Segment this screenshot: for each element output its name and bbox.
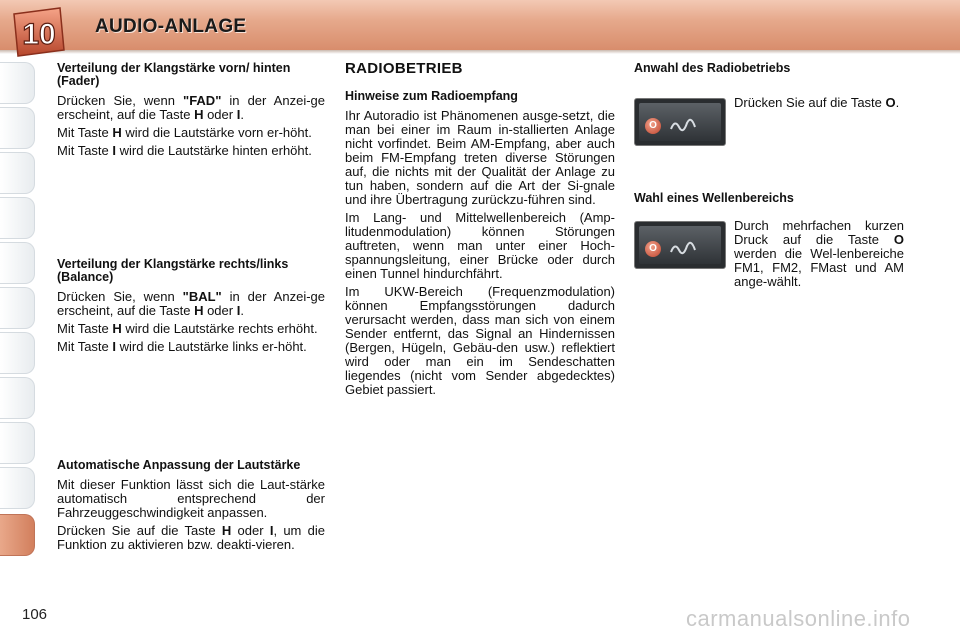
fader-heading: Verteilung der Klangstärke vorn/ hinten (Fader) bbox=[57, 61, 291, 88]
balance-heading: Verteilung der Klangstärke rechts/links (Balance) bbox=[57, 257, 289, 284]
chapter-tab[interactable] bbox=[0, 332, 35, 374]
fader-text-2: Mit Taste H wird die Lautstärke vorn er-höht. bbox=[57, 125, 312, 140]
chapter-number: 10 bbox=[22, 18, 56, 51]
fader-text-3: Mit Taste I wird die Lautstärke hinten erhöht. bbox=[57, 143, 312, 158]
band-button-image bbox=[634, 221, 726, 269]
balance-section bbox=[57, 258, 325, 358]
radio-select-text: Drücken Sie auf die Taste O. bbox=[734, 95, 900, 110]
chapter-tabs bbox=[0, 62, 48, 582]
radio-select-heading: Anwahl des Radiobetriebs bbox=[634, 61, 791, 75]
radio-button-image bbox=[634, 98, 726, 146]
chapter-badge bbox=[10, 6, 66, 58]
middle-column bbox=[345, 62, 615, 401]
auto-text-2: Drücken Sie auf die Taste H oder I, um die Funktion zu aktivieren bzw. deakti-vieren. bbox=[57, 523, 326, 552]
chapter-tab[interactable] bbox=[0, 377, 35, 419]
band-select-heading: Wahl eines Wellenbereichs bbox=[634, 191, 794, 205]
section-title: RADIOBETRIEB bbox=[345, 60, 463, 77]
radio-text-3: Im UKW-Bereich (Frequenzmodulation) können Empfangsstörungen dadurch verursacht werden, dass man sich von einem Sender entfernt, das Signal an Hindernissen (Bergen, Hügeln, Gebäu-den usw.) reflektiert wird oder man ein im Sendeschatten liegendes (nicht vom Sender abgedecktes) Gebiet passiert. bbox=[345, 284, 615, 397]
wave-icon bbox=[669, 240, 701, 258]
chapter-tab[interactable] bbox=[0, 107, 35, 149]
page-title: AUDIO-ANLAGE bbox=[95, 16, 247, 37]
chapter-tab[interactable] bbox=[0, 242, 35, 284]
band-select-text: Durch mehrfachen kurzen Druck auf die Taste O werden die Wel-lenbereiche FM1, FM2, FMast und AM ange-wählt. bbox=[734, 218, 904, 289]
fader-section bbox=[57, 62, 325, 158]
fader-text-1: Drücken Sie, wenn "FAD" in der Anzei-ge erscheint, auf die Taste H oder I. bbox=[57, 93, 325, 122]
auto-heading: Automatische Anpassung der Lautstärke bbox=[57, 458, 301, 472]
chapter-tab[interactable] bbox=[0, 422, 35, 464]
right-column bbox=[634, 62, 904, 322]
left-column bbox=[57, 61, 326, 552]
header-shadow bbox=[0, 50, 960, 54]
chapter-tab[interactable] bbox=[0, 152, 35, 194]
watermark: carmanualsonline.info bbox=[686, 606, 911, 631]
balance-text-3: Mit Taste I wird die Lautstärke links er-höht. bbox=[57, 339, 307, 354]
chapter-tab[interactable] bbox=[0, 197, 35, 239]
balance-text-2: Mit Taste H wird die Lautstärke rechts erhöht. bbox=[57, 321, 318, 336]
chapter-tab[interactable] bbox=[0, 287, 35, 329]
chapter-tab[interactable] bbox=[0, 467, 35, 509]
wave-icon bbox=[669, 117, 701, 135]
button-o-icon: O bbox=[645, 241, 661, 257]
balance-text-1: Drücken Sie, wenn "BAL" in der Anzei-ge erscheint, auf die Taste H oder I. bbox=[57, 289, 325, 318]
radio-hints-heading: Hinweise zum Radioempfang bbox=[345, 89, 518, 103]
page-number: 106 bbox=[22, 606, 48, 623]
chapter-tab-active[interactable] bbox=[0, 514, 35, 556]
radio-text-2: Im Lang- und Mittelwellenbereich (Amp-litudenmodulation) können Störungen auftreten, wenn man unter einer Hoch-spannungsleitung, einer Brücke oder durch einen Tunnel hindurchfährt. bbox=[345, 210, 615, 281]
chapter-tab[interactable] bbox=[0, 62, 35, 104]
auto-volume-section bbox=[57, 459, 325, 556]
auto-text-1: Mit dieser Funktion lässt sich die Laut-stärke automatisch entsprechend der Fahrzeuggeschwindigkeit anpassen. bbox=[57, 477, 325, 520]
button-o-icon: O bbox=[645, 118, 661, 134]
radio-text-1: Ihr Autoradio ist Phänomenen ausge-setzt, die man bei einer im Raum in-stallierten Anlage nicht vorfindet. Beim AM-Empfang, aber auch beim FM-Empfang treten diverse Störungen auf, die nichts mit der Qualität der Anlage zu tun haben, sondern auf die Art der Si-gnale und ihre Übertragung zurückzu-führen sind. bbox=[345, 108, 615, 207]
